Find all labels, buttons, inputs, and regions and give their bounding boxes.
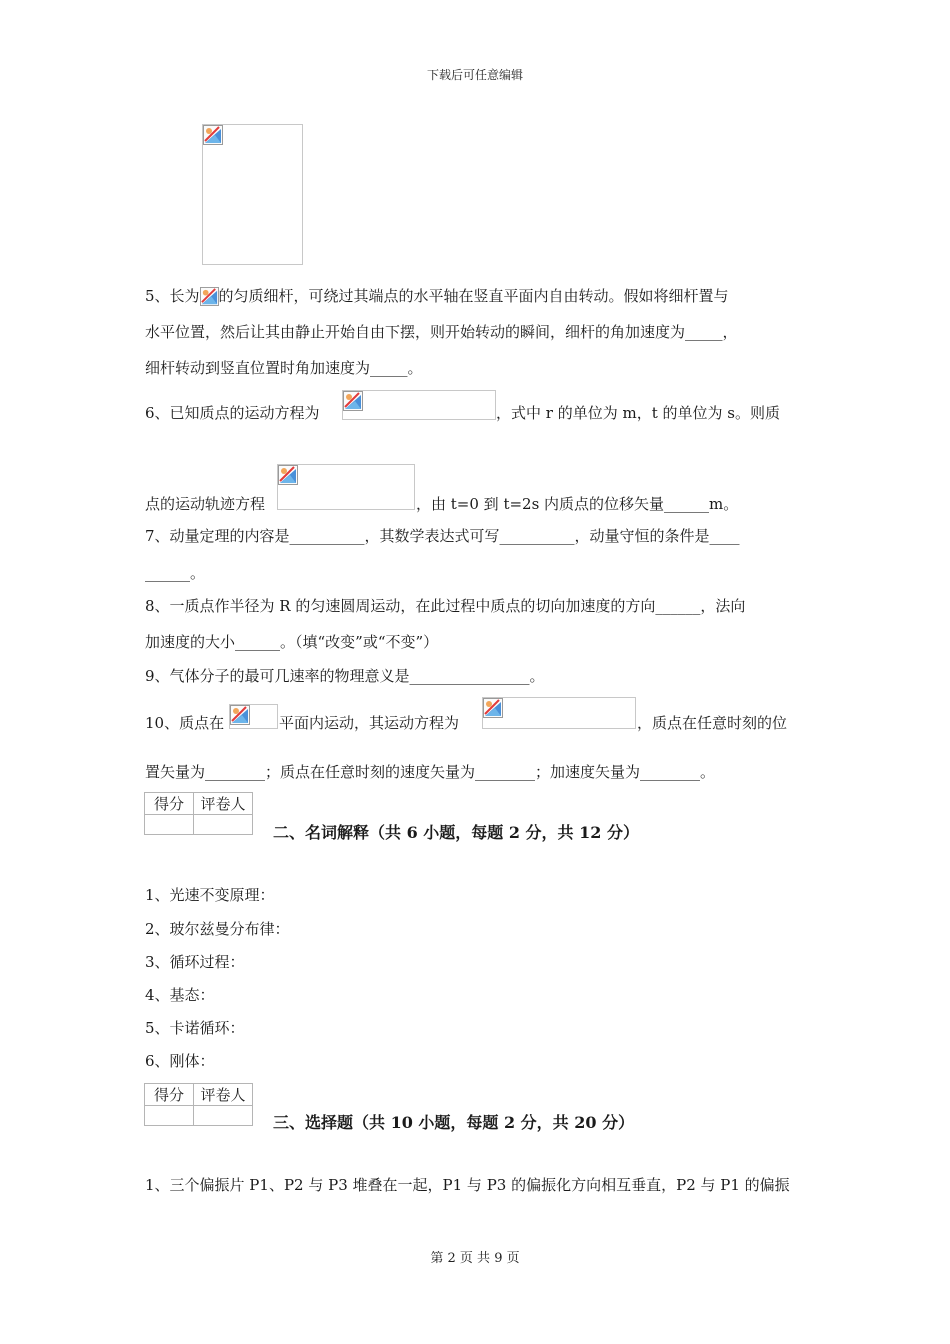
q10-line-1a: 10、质点在 (145, 714, 225, 732)
grader-header: 评卷人 (194, 793, 253, 815)
section-2-item: 3、循环过程： (145, 953, 245, 971)
q7-line-2: ______。 (145, 564, 206, 582)
section-3-q1: 1、三个偏振片 P1、P2 与 P3 堆叠在一起，P1 与 P3 的偏振化方向相互垂直，P2 与 P1 的偏振 (145, 1176, 790, 1194)
section-2-title: 二、名词解释（共 6 小题，每题 2 分，共 12 分） (273, 823, 639, 842)
section-2-item: 4、基态： (145, 986, 215, 1004)
score-header: 得分 (145, 793, 194, 815)
score-cell[interactable] (145, 1106, 194, 1126)
broken-image-icon (343, 391, 363, 411)
q10-line-1c: ，质点在任意时刻的位 (637, 714, 788, 732)
page-header: 下载后可任意编辑 (426, 68, 523, 82)
q7-line-1: 7、动量定理的内容是__________，其数学表达式可写__________，动量守恒的条件是____ (145, 527, 740, 545)
q6-line-1a: 6、已知质点的运动方程为 (145, 404, 320, 422)
page-footer: 第 2 页 共 9 页 (430, 1251, 520, 1266)
q10-line-2: 置矢量为________；质点在任意时刻的速度矢量为________；加速度矢量为________。 (145, 763, 716, 781)
score-table (144, 792, 253, 835)
score-table (144, 1083, 253, 1126)
broken-image-icon (230, 705, 250, 725)
q5-line-1: 5、长为 的匀质细杆，可绕过其端点的水平轴在竖直平面内自由转动。假如将细杆置与 (145, 287, 729, 305)
grader-header: 评卷人 (194, 1084, 253, 1106)
score-cell[interactable] (145, 815, 194, 835)
q10-line-1b: 平面内运动，其运动方程为 (279, 714, 460, 732)
broken-image-icon (200, 287, 219, 306)
q5-line-2: 水平位置，然后让其由静止开始自由下摆，则开始转动的瞬间，细杆的角加速度为_____， (145, 323, 738, 341)
broken-image-icon (278, 465, 298, 485)
section-2-item: 5、卡诺循环： (145, 1019, 245, 1037)
q5-line-3: 细杆转动到竖直位置时角加速度为_____。 (145, 359, 423, 377)
q5-length-image (200, 287, 219, 306)
q8-line-2: 加速度的大小______。（填“改变”或“不变”） (145, 633, 439, 651)
broken-image-icon (483, 698, 503, 718)
q10-plane-image (229, 704, 278, 729)
q6-equation-image (342, 390, 496, 420)
q8-line-1: 8、一质点作半径为 R 的匀速圆周运动，在此过程中质点的切向加速度的方向______，法向 (145, 597, 746, 615)
section-2-item: 1、光速不变原理： (145, 886, 275, 904)
grader-cell[interactable] (194, 815, 253, 835)
q10-equation-image (482, 697, 636, 729)
section-3-title: 三、选择题（共 10 小题，每题 2 分，共 20 分） (273, 1113, 635, 1132)
grader-cell[interactable] (194, 1106, 253, 1126)
q6-line-2a: 点的运动轨迹方程 (145, 495, 266, 513)
score-header: 得分 (145, 1084, 194, 1106)
q6-trajectory-image (277, 464, 415, 510)
section-2-item: 6、刚体： (145, 1052, 215, 1070)
section-2-item: 2、玻尔兹曼分布律： (145, 920, 290, 938)
broken-image-icon (203, 125, 223, 145)
figure-image (202, 124, 303, 265)
q6-line-1b: ，式中 r 的单位为 m，t 的单位为 s。则质 (496, 404, 780, 422)
q6-line-2b: ，由 t=0 到 t=2s 内质点的位移矢量______m。 (416, 495, 739, 513)
q9-line-1: 9、气体分子的最可几速率的物理意义是________________。 (145, 667, 545, 685)
